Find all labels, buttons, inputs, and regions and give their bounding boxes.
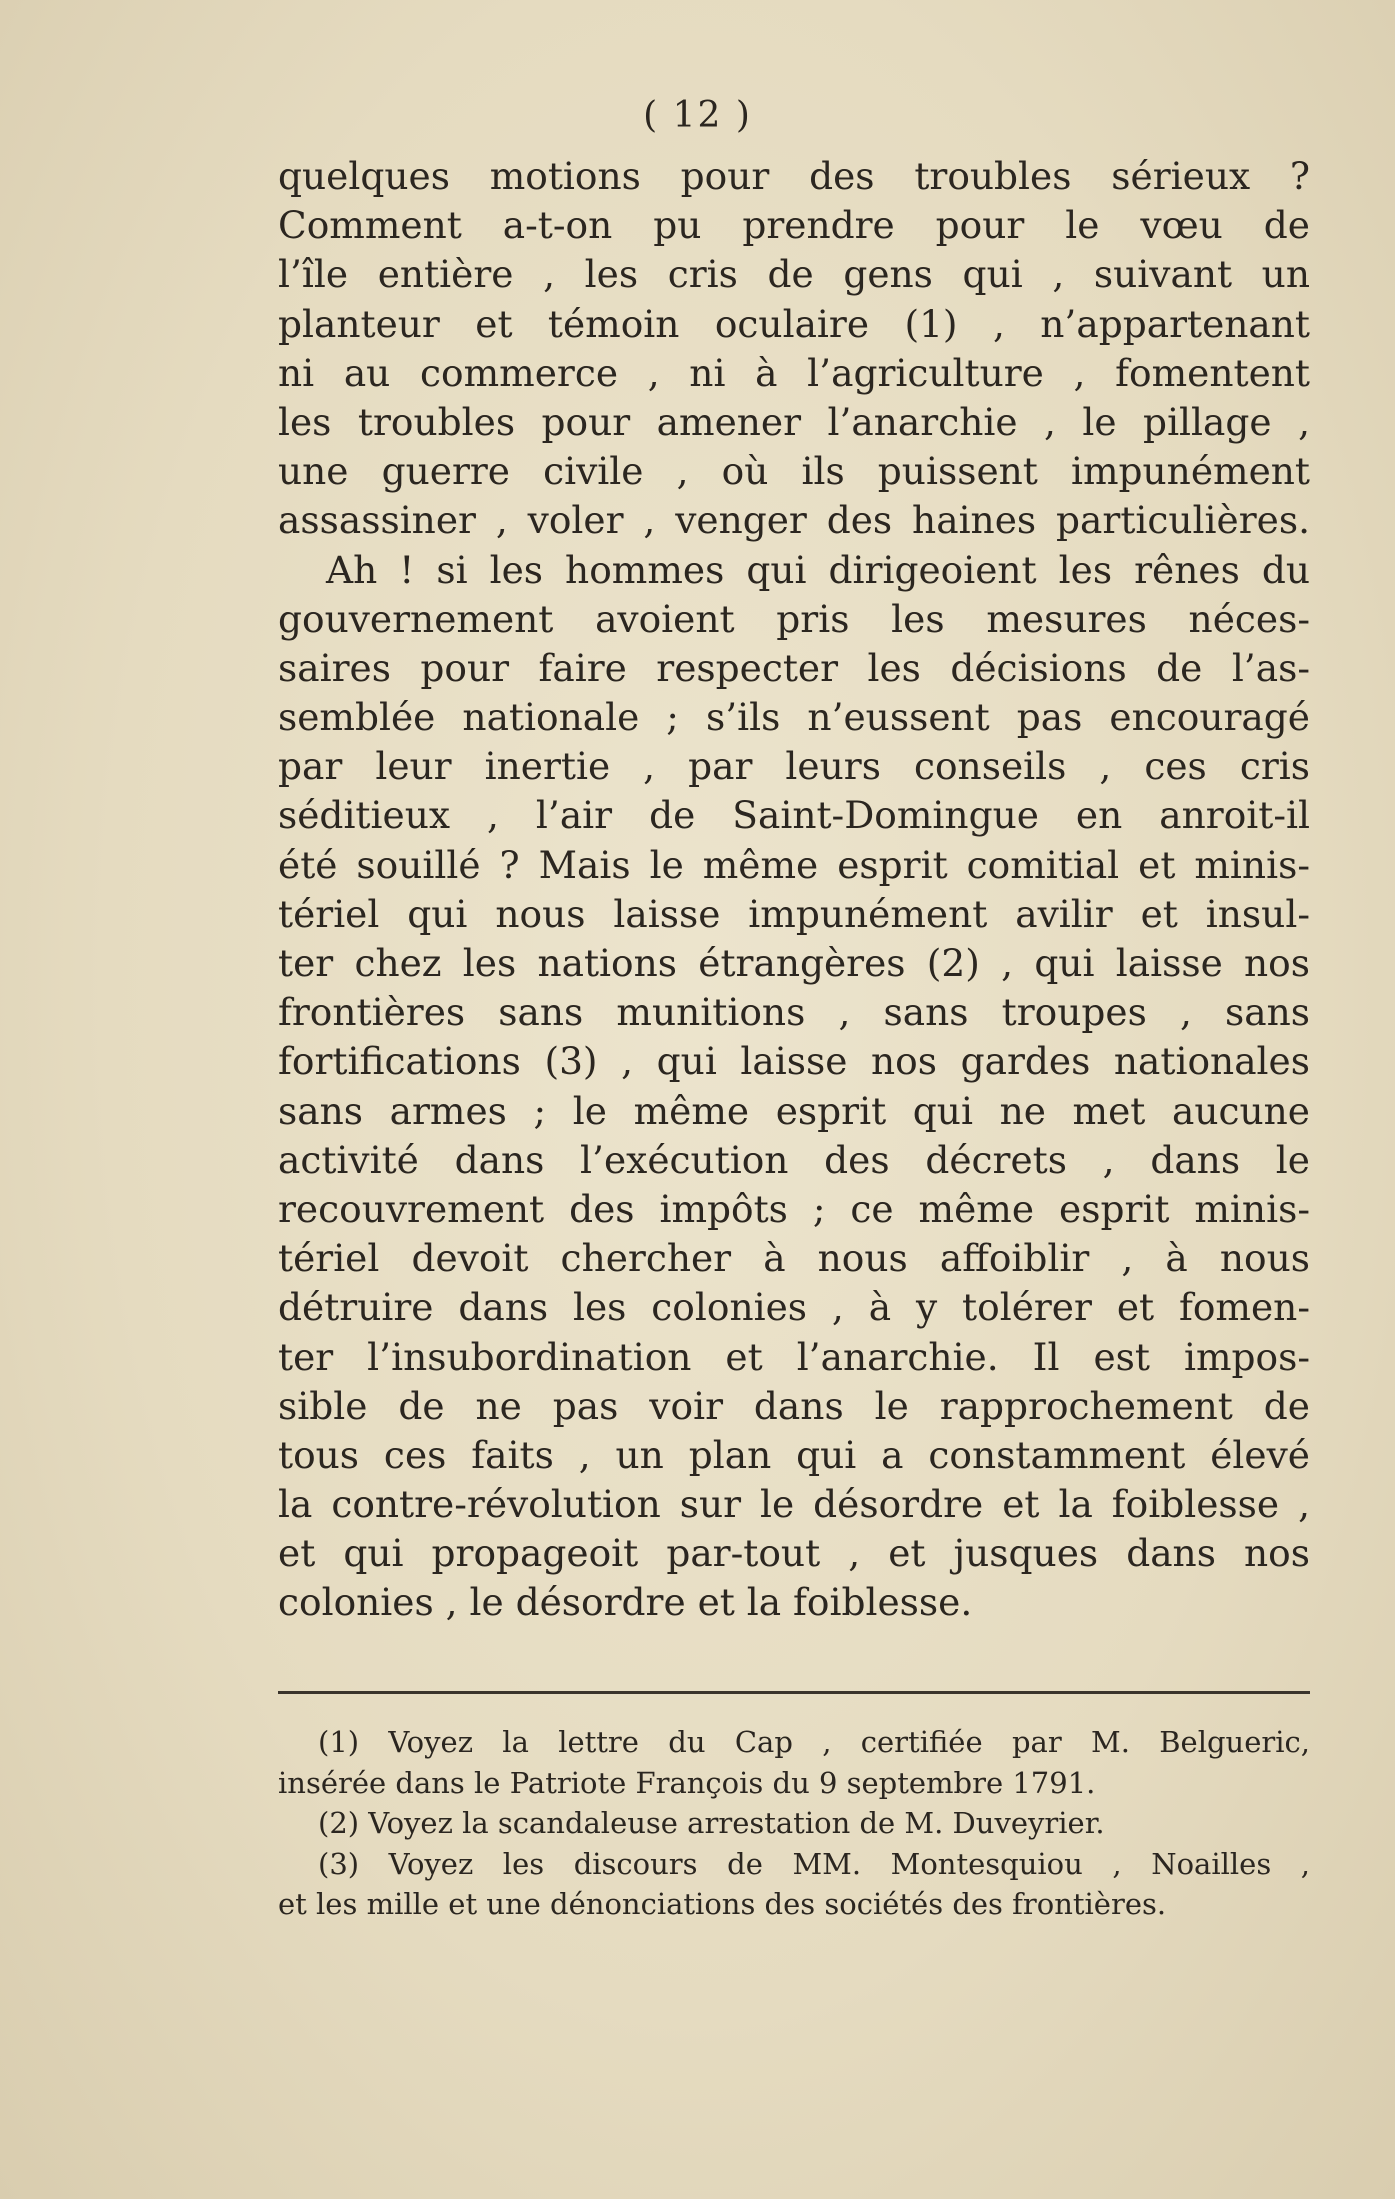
text-line: la contre-révolution sur le désordre et la foiblesse , (278, 1482, 1310, 1527)
text-line: une guerre civile , où ils puissent impunément (278, 449, 1310, 494)
footnote-1: (1) Voyez la lettre du Cap , certifiée par M. Belgueric, (318, 1725, 1310, 1759)
text-line: séditieux , l’air de Saint-Domingue en anroit-il (278, 793, 1310, 838)
paragraph-end-line: colonies , le désordre et la foiblesse. (278, 1580, 973, 1625)
text-line: ter l’insubordination et l’anarchie. Il est impos- (278, 1334, 1310, 1379)
text-line: frontières sans munitions , sans troupes , sans (278, 990, 1310, 1035)
paragraph-start-line: Ah ! si les hommes qui dirigeoient les rênes du (326, 547, 1310, 592)
text-line: recouvrement des impôts ; ce même esprit minis- (278, 1186, 1310, 1231)
text-line: assassiner , voler , venger des haines particulières. (278, 498, 1310, 543)
text-line: quelques motions pour des troubles sérieux ? (278, 154, 1310, 198)
footnote-3: (3) Voyez les discours de MM. Montesquiou , Noailles , (318, 1846, 1310, 1881)
footnotes-block (278, 1722, 1310, 1925)
text-line: fortifications (3) , qui laisse nos gardes nationales (278, 1039, 1310, 1084)
footnote-1-continuation: insérée dans le Patriote François du 9 septembre 1791. (278, 1765, 1096, 1800)
text-line: les troubles pour amener l’anarchie , le pillage , (278, 399, 1310, 444)
text-line: par leur inertie , par leurs conseils , ces cris (278, 744, 1310, 789)
text-line: et qui propageoit par-tout , et jusques dans nos (278, 1531, 1310, 1576)
text-line: tous ces faits , un plan qui a constamment élevé (278, 1432, 1310, 1477)
text-line: gouvernement avoient pris les mesures néces- (278, 596, 1310, 641)
footnote-3-continuation: et les mille et une dénonciations des sociétés des frontières. (278, 1887, 1167, 1921)
text-line: ter chez les nations étrangères (2) , qui laisse nos (278, 941, 1310, 985)
text-line: tériel devoit chercher à nous affoiblir , à nous (278, 1236, 1310, 1281)
text-line: sans armes ; le même esprit qui ne met aucune (278, 1088, 1310, 1133)
text-line: l’île entière , les cris de gens qui , suivant un (278, 252, 1310, 297)
footnote-2: (2) Voyez la scandaleuse arrestation de M. Duveyrier. (318, 1806, 1105, 1840)
text-line: tériel qui nous laisse impunément avilir et insul- (278, 891, 1310, 936)
text-line: Comment a-t-on pu prendre pour le vœu de (278, 203, 1310, 248)
main-text-block (278, 152, 1310, 1628)
text-line: activité dans l’exécution des décrets , dans le (278, 1137, 1310, 1182)
page-number: ( 12 ) (643, 95, 752, 136)
text-line: planteur et témoin oculaire (1) , n’appartenant (278, 301, 1310, 346)
text-line: été souillé ? Mais le même esprit comitial et minis- (278, 842, 1310, 887)
footnote-separator-rule (278, 1691, 1310, 1694)
text-line: saires pour faire respecter les décisions de l’as- (278, 645, 1310, 690)
text-line: détruire dans les colonies , à y tolérer et fomen- (278, 1285, 1310, 1330)
text-line: sible de ne pas voir dans le rapprochement de (278, 1383, 1310, 1428)
text-line: semblée nationale ; s’ils n’eussent pas encouragé (278, 695, 1310, 740)
text-line: ni au commerce , ni à l’agriculture , fomentent (278, 350, 1310, 395)
